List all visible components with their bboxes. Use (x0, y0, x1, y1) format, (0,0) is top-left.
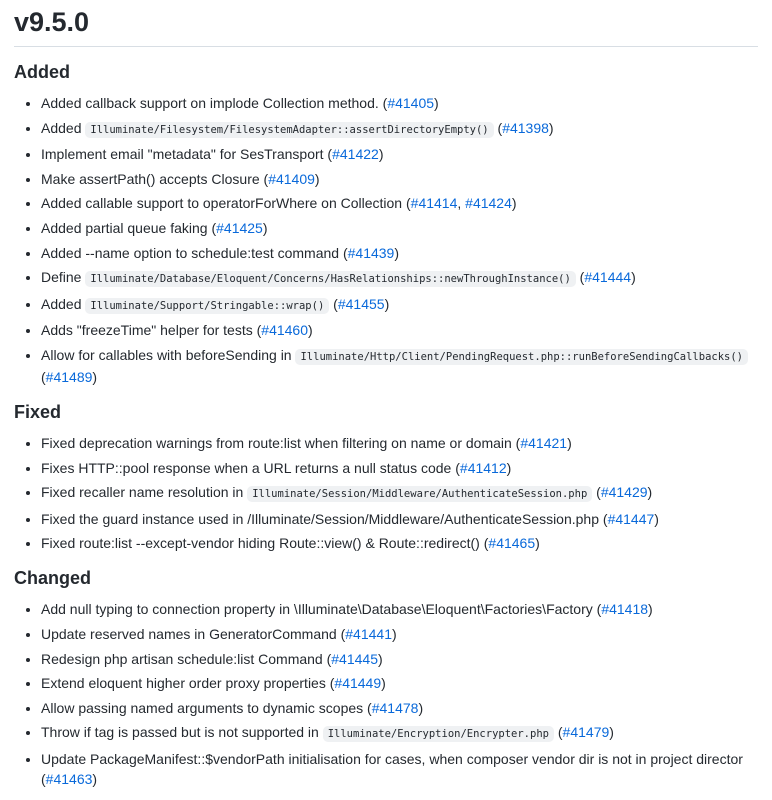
list-item (41, 144, 758, 164)
list-item (41, 649, 758, 669)
pr-link[interactable]: #41405 (387, 95, 435, 111)
code-snippet: Illuminate/Http/Client/PendingRequest.php::runBeforeSendingCallbacks() (295, 349, 748, 365)
item-text: Implement email "metadata" for SesTransport ( (41, 146, 333, 163)
item-text: ) (567, 434, 572, 451)
item-text: ( (493, 119, 503, 136)
item-text: Added callable support to operatorForWhere on Collection ( (41, 195, 411, 212)
list-item (41, 722, 758, 744)
item-text: Update PackageManifest::$vendorPath initialisation for cases, when composer vendor dir is not in project director ( (41, 750, 743, 787)
list-item (41, 533, 758, 553)
code-snippet: Illuminate/Support/Stringable::wrap() (85, 298, 329, 314)
pr-link[interactable]: #41425 (216, 219, 263, 236)
item-text: ) (535, 535, 540, 552)
list-item (41, 749, 758, 789)
item-text: Throw if tag is passed but is not supported in (41, 724, 323, 741)
item-text: ) (384, 295, 390, 312)
list-item (41, 118, 758, 140)
pr-link[interactable]: #41445 (331, 650, 378, 667)
item-text: ) (377, 650, 383, 667)
item-text: ) (394, 244, 400, 261)
pr-link[interactable]: #41441 (345, 625, 392, 642)
pr-link[interactable]: #41422 (332, 146, 379, 163)
pr-link[interactable]: #41478 (371, 699, 419, 716)
item-text: Fixed the guard instance used in /Illuminate/Session/Middleware/AuthenticateSession.php ( (41, 510, 608, 527)
section-list-fixed (14, 433, 758, 553)
item-text: Fixed recaller name resolution in (41, 484, 248, 501)
section-heading-fixed: Fixed (14, 401, 62, 422)
item-text: ) (631, 269, 636, 286)
item-text: ) (647, 484, 653, 501)
item-text: Update reserved names in GeneratorCommand ( (41, 625, 346, 642)
pr-link[interactable]: #41455 (337, 295, 385, 312)
code-snippet: Illuminate/Encryption/Encrypter.php (323, 726, 554, 742)
item-text: Added callback support on implode Collection method. ( (41, 95, 388, 111)
code-snippet: Illuminate/Database/Eloquent/Concerns/HasRelationships::newThroughInstance() (85, 271, 575, 287)
list-item (41, 294, 758, 316)
item-text: Added (41, 295, 86, 312)
code-snippet: Illuminate/Session/Middleware/AuthenticateSession.php (247, 486, 592, 502)
pr-link[interactable]: #41463 (45, 770, 93, 787)
list-item (41, 345, 758, 387)
list-item (41, 243, 758, 263)
item-text: Adds "freezeTime" helper for tests ( (41, 322, 262, 339)
item-text: Added (41, 119, 86, 136)
item-text: ) (92, 368, 98, 385)
sections (14, 61, 758, 789)
list-item (41, 673, 758, 693)
item-text: Fixes HTTP::pool response when a URL returns a null status code ( (41, 459, 460, 476)
section-heading-changed: Changed (14, 568, 92, 589)
pr-link[interactable]: #41447 (607, 510, 655, 527)
list-item (41, 458, 758, 478)
pr-link[interactable]: #41409 (268, 170, 315, 187)
section-heading-added: Added (14, 62, 70, 82)
item-text: ) (308, 322, 313, 339)
item-text: ) (609, 724, 614, 741)
item-text: Allow passing named arguments to dynamic scopes ( (41, 699, 372, 716)
item-text: Added --name option to schedule:test command ( (41, 244, 348, 261)
list-item (41, 93, 758, 113)
item-text: Added partial queue faking ( (41, 219, 217, 236)
item-text: ( (553, 724, 563, 741)
item-text: Fixed deprecation warnings from route:list when filtering on name or domain ( (41, 434, 521, 451)
pr-link[interactable]: #41424 (465, 195, 512, 212)
pr-link[interactable]: #41418 (601, 601, 649, 618)
pr-link[interactable]: #41398 (502, 119, 549, 136)
pr-link[interactable]: #41449 (334, 675, 382, 692)
item-text: ) (381, 675, 386, 692)
list-item (41, 267, 758, 289)
item-text: Make assertPath() accepts Closure ( (41, 170, 269, 187)
item-text: Define (41, 269, 86, 286)
list-item (41, 320, 758, 340)
item-text: Add null typing to connection property in \Illuminate\Database\Eloquent\Factories\Factory ( (41, 601, 602, 618)
pr-link[interactable]: #41460 (261, 322, 308, 339)
pr-link[interactable]: #41412 (459, 459, 507, 476)
item-text: ) (262, 219, 268, 236)
list-item: • Added callable support to operatorForWhere on Collection (#41414, #41424) (41, 193, 758, 213)
item-text: Fixed route:list --except-vendor hiding Route::view() & Route::redirect() ( (41, 535, 489, 552)
item-text: Extend eloquent higher order proxy properties ( (41, 675, 335, 692)
item-text: Allow for callables with beforeSending in (41, 346, 296, 363)
pr-link[interactable]: #41439 (347, 244, 395, 261)
item-text: Redesign php artisan schedule:list Command ( (41, 650, 332, 667)
pr-link[interactable]: #41421 (520, 434, 568, 451)
item-text: ) (418, 699, 424, 716)
item-text: ) (648, 601, 653, 618)
list-item (41, 169, 758, 189)
item-text: ) (434, 95, 439, 111)
list-item (41, 599, 758, 619)
pr-link[interactable]: #41479 (562, 724, 610, 741)
list-item (41, 624, 758, 644)
item-text: ) (391, 625, 397, 642)
list-item (41, 218, 758, 238)
item-text: ( (592, 484, 601, 501)
list-item (41, 482, 758, 504)
item-text: ) (511, 195, 517, 212)
item-text: ( (329, 295, 338, 312)
item-text: ( (575, 269, 585, 286)
pr-link[interactable]: #41489 (45, 368, 93, 385)
section-list-changed (14, 599, 758, 789)
list-item (41, 509, 758, 529)
item-text: ) (506, 459, 512, 476)
item-text: ( (41, 368, 46, 385)
code-snippet: Illuminate/Filesystem/FilesystemAdapter::assertDirectoryEmpty() (85, 122, 493, 138)
item-text: ) (92, 770, 98, 787)
list-item (41, 433, 758, 453)
item-text: ) (314, 170, 320, 187)
list-item (41, 698, 758, 718)
item-text: ) (654, 510, 659, 527)
pr-link[interactable]: #41444 (584, 269, 632, 286)
item-text: ) (548, 119, 554, 136)
pr-link[interactable]: #41429 (600, 484, 648, 501)
pr-link[interactable]: #41414 (410, 195, 458, 212)
pr-link[interactable]: #41465 (488, 535, 536, 552)
section-list-added (14, 93, 758, 387)
page-title: v9.5.0 (14, 6, 758, 47)
item-text: ) (378, 146, 384, 163)
